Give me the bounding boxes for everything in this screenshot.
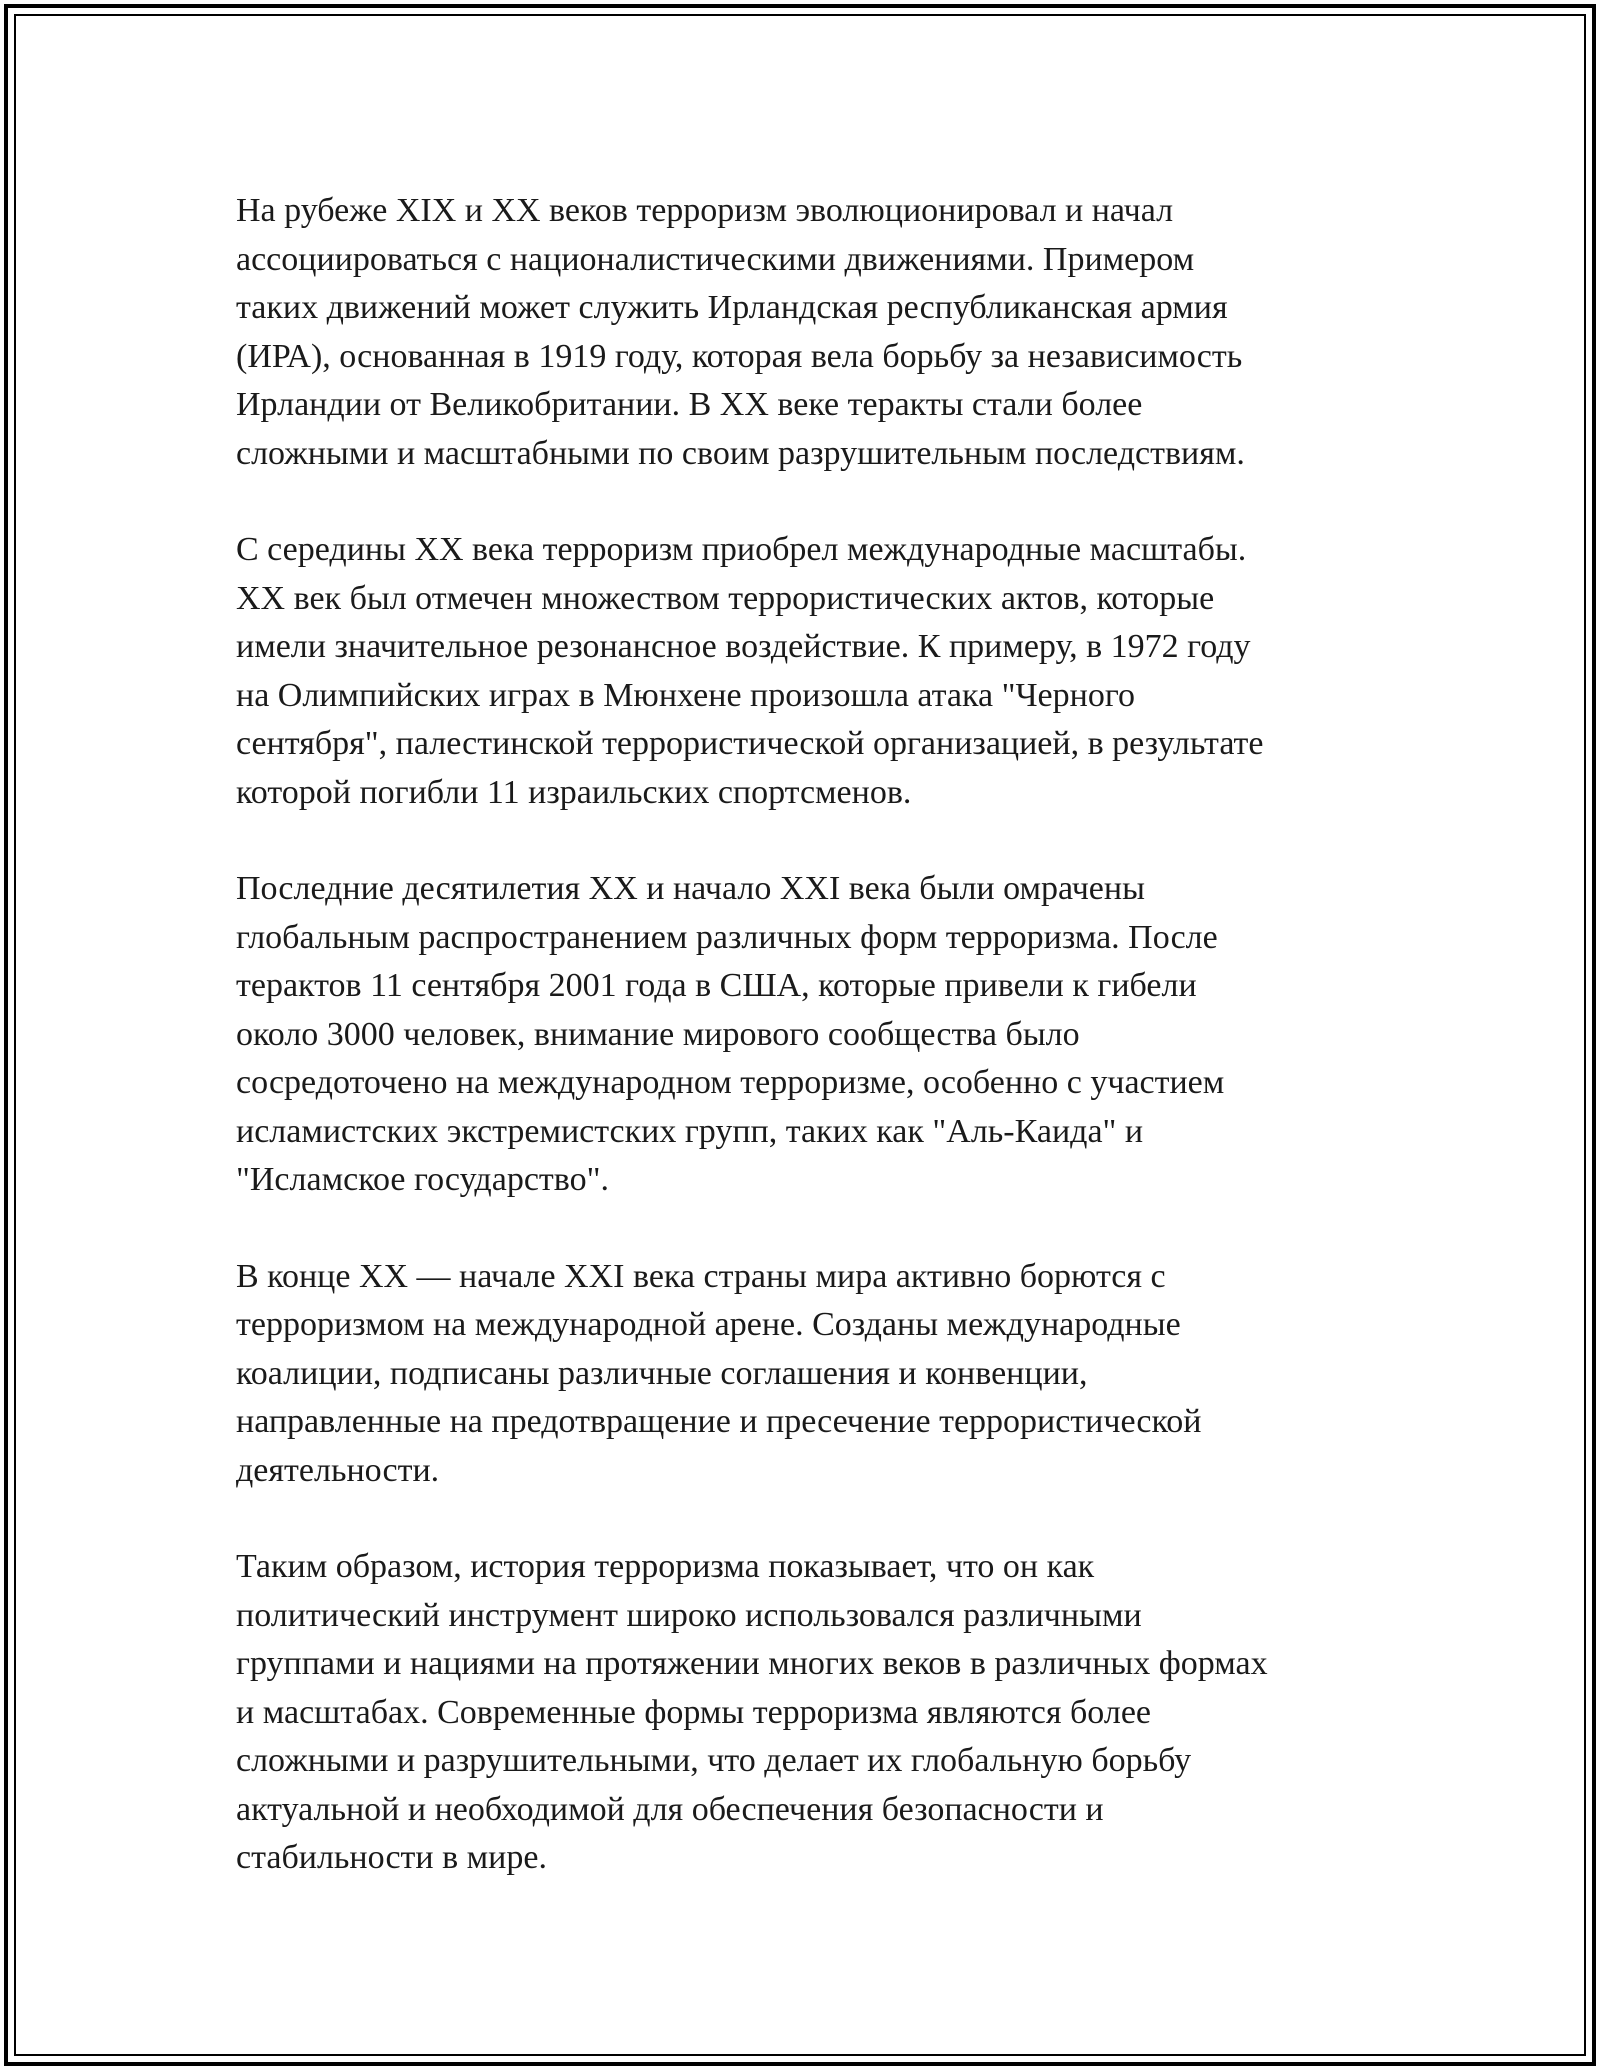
paragraph-3: Последние десятилетия XX и начало XXI века были омрачены глобальным распространением различных форм терроризма. После терактов 11 сентября 2001 года в США, которые привели к гибели около 3000 человек, внимание мирового сообщества было сосредоточено на международном терроризме, особенно с участием исламистских экстремистских групп, таких как "Аль-Каида" и "Исламское государство". xyxy=(236,870,1225,1198)
document-body xyxy=(236,187,1366,1931)
paragraph-2: С середины XX века терроризм приобрел международные масштабы. XX век был отмечен множеством террористических актов, которые имели значительное резонансное воздействие. К примеру, в 1972 году на Олимпийских играх в Мюнхене произошла атака "Черного сентября", палестинской террористической организацией, в результате которой погибли 11 израильских спортсменов. xyxy=(236,531,1264,811)
paragraph-1: На рубеже XIX и XX веков терроризм эволюционировал и начал ассоциироваться с националистическими движениями. Примером таких движений может служить Ирландская республиканская армия (ИРА), основанная в 1919 году, которая вела борьбу за независимость Ирландии от Великобритании. В XX веке теракты стали более сложными и масштабными по своим разрушительным последствиям. xyxy=(236,192,1245,472)
paragraph-4: В конце XX — начале XXI века страны мира активно борются с терроризмом на международной арене. Созданы международные коалиции, подписаны различные соглашения и конвенции, направленные на предотвращение и пресечение террористической деятельности. xyxy=(236,1257,1202,1489)
paragraph-5: Таким образом, история терроризма показывает, что он как политический инструмент широко использовался различными группами и нациями на протяжении многих веков в различных формах и масштабах. Современные формы терроризма являются более сложными и разрушительными, что делает их глобальную борьбу актуальной и необходимой для обеспечения безопасности и стабильности в мире. xyxy=(236,1548,1268,1876)
